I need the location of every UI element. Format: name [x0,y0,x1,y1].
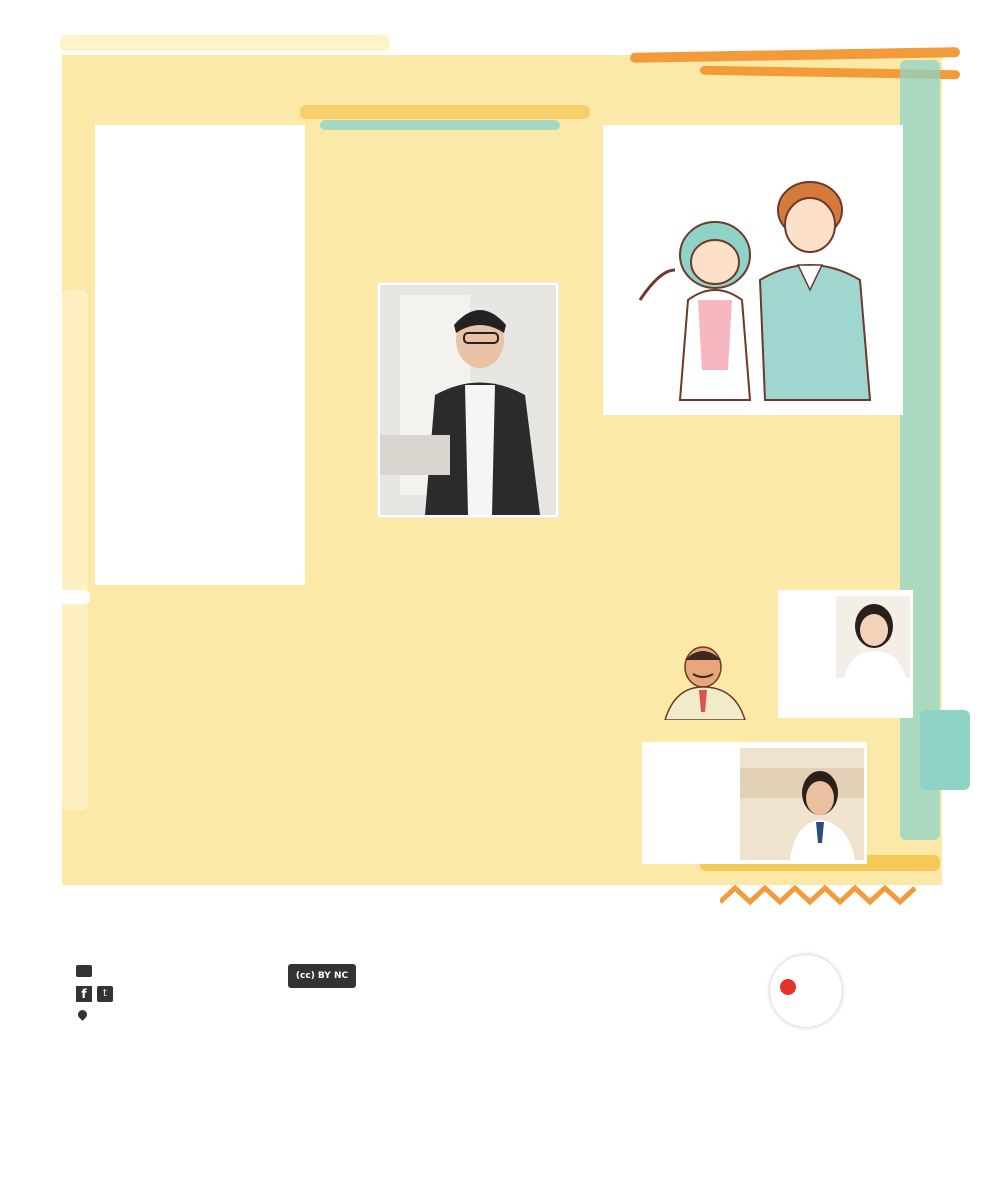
web-icon [76,965,92,977]
tree-icon [780,979,796,995]
editor-note-panel [95,125,305,585]
location-pin-icon [76,1008,89,1021]
idol-photo [380,285,556,515]
twitter-icon[interactable]: t [97,986,113,1002]
facebook-icon[interactable]: f [76,986,92,1002]
creative-commons-badge: (cc) BY NC SA [288,964,356,988]
trueplookpanya-logo [770,955,842,1027]
idol-photo-card [378,283,558,517]
friends-photo [836,596,910,678]
zigzag-decoration [720,880,920,908]
story-illustration [620,170,900,415]
fact-illustration [655,642,755,720]
campus-photo [740,748,864,860]
